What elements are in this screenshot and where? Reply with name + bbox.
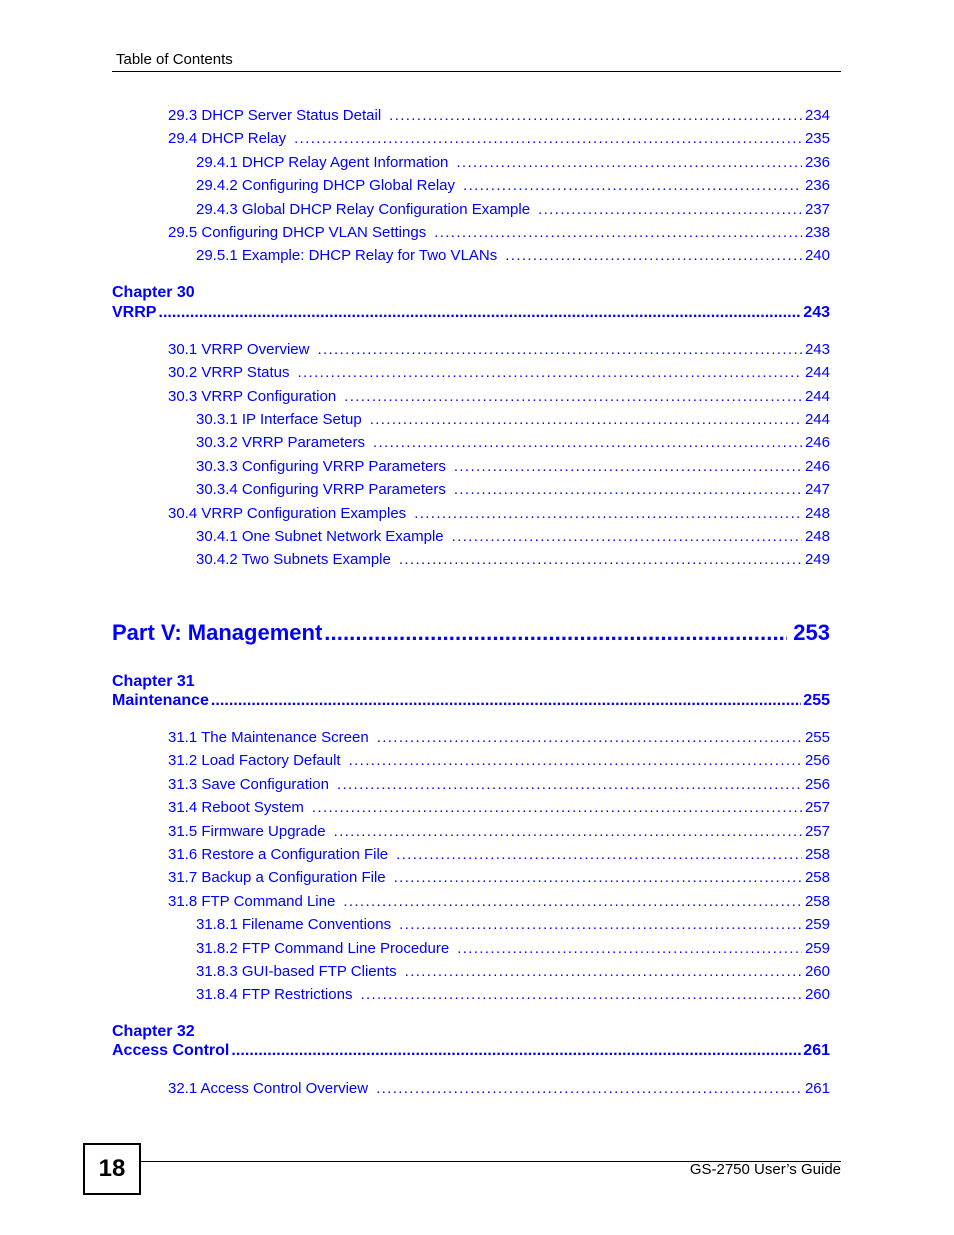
chapter-31-title[interactable]: Maintenance . . . 255 (112, 692, 830, 710)
toc-entry-31-8-1[interactable]: 31.8.1 Filename Conventions . . . 259 (196, 916, 830, 933)
toc-entry-31-8-2[interactable]: 31.8.2 FTP Command Line Procedure . . . 259 (196, 940, 830, 957)
toc-entry-30-1[interactable]: 30.1 VRRP Overview . . . 243 (168, 341, 830, 358)
toc-entry-31-8-4[interactable]: 31.8.4 FTP Restrictions . . . 260 (196, 986, 830, 1003)
header-title: Table of Contents (116, 51, 233, 68)
toc-entry-31-6[interactable]: 31.6 Restore a Configuration File . . . 258 (168, 846, 830, 863)
toc-entry-30-3-3[interactable]: 30.3.3 Configuring VRRP Parameters . . . 246 (196, 458, 830, 475)
toc-entry-31-7[interactable]: 31.7 Backup a Configuration File . . . 258 (168, 869, 830, 886)
toc-entry-30-4[interactable]: 30.4 VRRP Configuration Examples . . . 248 (168, 505, 830, 522)
toc-entry-29-3[interactable]: 29.3 DHCP Server Status Detail . . . 234 (168, 107, 830, 124)
page-number: 18 (83, 1143, 141, 1195)
toc-entry-30-3-2[interactable]: 30.3.2 VRRP Parameters . . . 246 (196, 434, 830, 451)
toc-entry-30-4-1[interactable]: 30.4.1 One Subnet Network Example . . . 248 (196, 528, 830, 545)
toc-entry-29-4-1[interactable]: 29.4.1 DHCP Relay Agent Information . . . 236 (196, 154, 830, 171)
chapter-31-label: Chapter 31 (112, 673, 195, 690)
chapter-32-title[interactable]: Access Control . . . 261 (112, 1042, 830, 1060)
header-rule (112, 71, 841, 72)
toc-entry-29-4-2[interactable]: 29.4.2 Configuring DHCP Global Relay . . . 236 (196, 177, 830, 194)
chapter-30-label: Chapter 30 (112, 284, 195, 301)
toc-entry-29-5-1[interactable]: 29.5.1 Example: DHCP Relay for Two VLANs . . . 240 (196, 247, 830, 264)
guide-title: GS-2750 User’s Guide (689, 1161, 841, 1178)
toc-entry-31-3[interactable]: 31.3 Save Configuration . . . 256 (168, 776, 830, 793)
part-v-title[interactable]: Part V: Management . . . 253 (112, 620, 830, 646)
toc-entry-30-3[interactable]: 30.3 VRRP Configuration . . . 244 (168, 388, 830, 405)
toc-entry-31-8-3[interactable]: 31.8.3 GUI-based FTP Clients . . . 260 (196, 963, 830, 980)
chapter-32-label: Chapter 32 (112, 1023, 195, 1040)
toc-entry-30-2[interactable]: 30.2 VRRP Status . . . 244 (168, 364, 830, 381)
chapter-30-title[interactable]: VRRP . . . 243 (112, 304, 830, 322)
toc-entry-32-1[interactable]: 32.1 Access Control Overview . . . 261 (168, 1080, 830, 1097)
toc-entry-29-5[interactable]: 29.5 Configuring DHCP VLAN Settings . . . 238 (168, 224, 830, 241)
toc-entry-30-3-1[interactable]: 30.3.1 IP Interface Setup . . . 244 (196, 411, 830, 428)
toc-entry-31-2[interactable]: 31.2 Load Factory Default . . . 256 (168, 752, 830, 769)
toc-entry-29-4-3[interactable]: 29.4.3 Global DHCP Relay Configuration Example . . . 237 (196, 201, 830, 218)
toc-entry-31-8[interactable]: 31.8 FTP Command Line . . . 258 (168, 893, 830, 910)
toc-entry-30-3-4[interactable]: 30.3.4 Configuring VRRP Parameters . . . 247 (196, 481, 830, 498)
toc-entry-31-4[interactable]: 31.4 Reboot System . . . 257 (168, 799, 830, 816)
toc-entry-30-4-2[interactable]: 30.4.2 Two Subnets Example . . . 249 (196, 551, 830, 568)
toc-entry-31-5[interactable]: 31.5 Firmware Upgrade . . . 257 (168, 823, 830, 840)
toc-entry-31-1[interactable]: 31.1 The Maintenance Screen . . . 255 (168, 729, 830, 746)
toc-entry-29-4[interactable]: 29.4 DHCP Relay . . . 235 (168, 130, 830, 147)
